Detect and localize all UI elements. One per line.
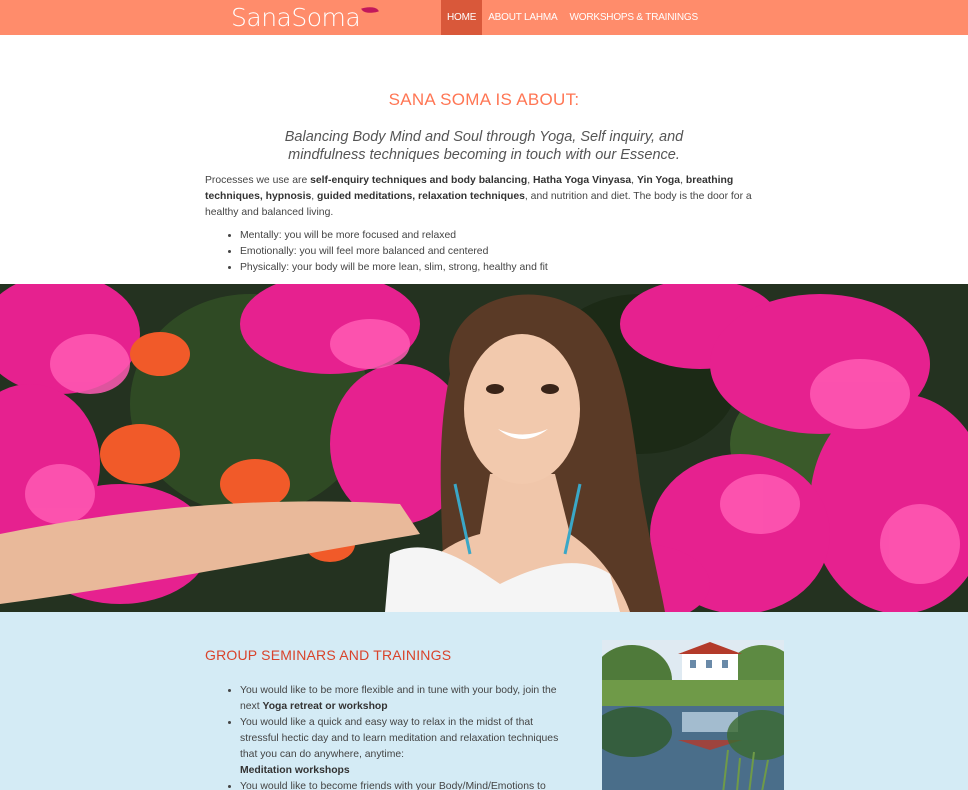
list-item: • Mentally: you will be more focused and relaxed	[240, 228, 760, 244]
logo[interactable]	[231, 2, 378, 32]
benefits-list	[240, 228, 760, 276]
intro-text: , and nutrition and diet. The body is the door for a healthy and balanced living.	[205, 191, 752, 218]
intro-title: SANA SOMA IS ABOUT:	[388, 90, 580, 109]
item-text: You would like a quick and easy way to relax in the midst of that stressful hectic day and to learn meditation and relaxation techniques that you can do anywhere, anytime:	[240, 717, 559, 760]
intro-text: Processes we use are	[205, 175, 311, 186]
list-item	[240, 683, 560, 715]
intro-text: ,	[311, 191, 318, 202]
seminars-title: GROUP SEMINARS AND TRAININGS	[205, 647, 452, 663]
intro-bold: guided meditations, relaxation techniques	[317, 191, 525, 202]
leaf-icon	[361, 4, 379, 17]
nav-home[interactable]: HOME	[441, 0, 482, 35]
hero-photo	[0, 284, 968, 612]
main-nav	[441, 0, 704, 35]
list-item: • Emotionally: you will feel more balanced and centered	[240, 244, 760, 260]
intro-text: ,	[527, 175, 533, 186]
intro-tagline: Balancing Body Mind and Soul through Yoga, Self inquiry, and mindfulness techniques becoming in touch with our Essence.	[284, 129, 684, 163]
intro-bold: Hatha Yoga Vinyasa	[532, 175, 632, 186]
logo-text: SanaSoma	[231, 2, 361, 32]
top-navbar	[0, 0, 968, 35]
item-text: You would like to be more flexible and in tune with your body, join the next	[240, 685, 557, 712]
intro-bold: self-enquiry techniques and body balancing	[310, 175, 528, 186]
seminars-section	[0, 612, 968, 790]
intro-text: ,	[631, 175, 637, 186]
manor-house-photo	[602, 640, 784, 790]
intro-section	[0, 35, 968, 284]
intro-bold: breathing techniques, hypnosis	[205, 175, 734, 202]
list-item: • Physically: your body will be more lean, slim, strong, healthy and fit	[240, 260, 760, 276]
item-text: You would like to become friends with your Body/Mind/Emotions to	[240, 781, 546, 790]
item-bold[interactable]: Meditation workshops	[240, 765, 350, 776]
list-item	[240, 715, 560, 779]
intro-bold: Yin Yoga	[636, 175, 681, 186]
nav-about-lahma[interactable]: ABOUT LAHMA	[488, 12, 558, 23]
item-bold[interactable]: Yoga retreat or workshop	[262, 701, 388, 712]
list-item	[240, 779, 560, 790]
intro-paragraph	[205, 173, 765, 221]
seminars-list	[240, 683, 560, 790]
nav-workshops-trainings[interactable]: WORKSHOPS & TRAININGS	[569, 12, 698, 23]
intro-text: ,	[680, 175, 686, 186]
